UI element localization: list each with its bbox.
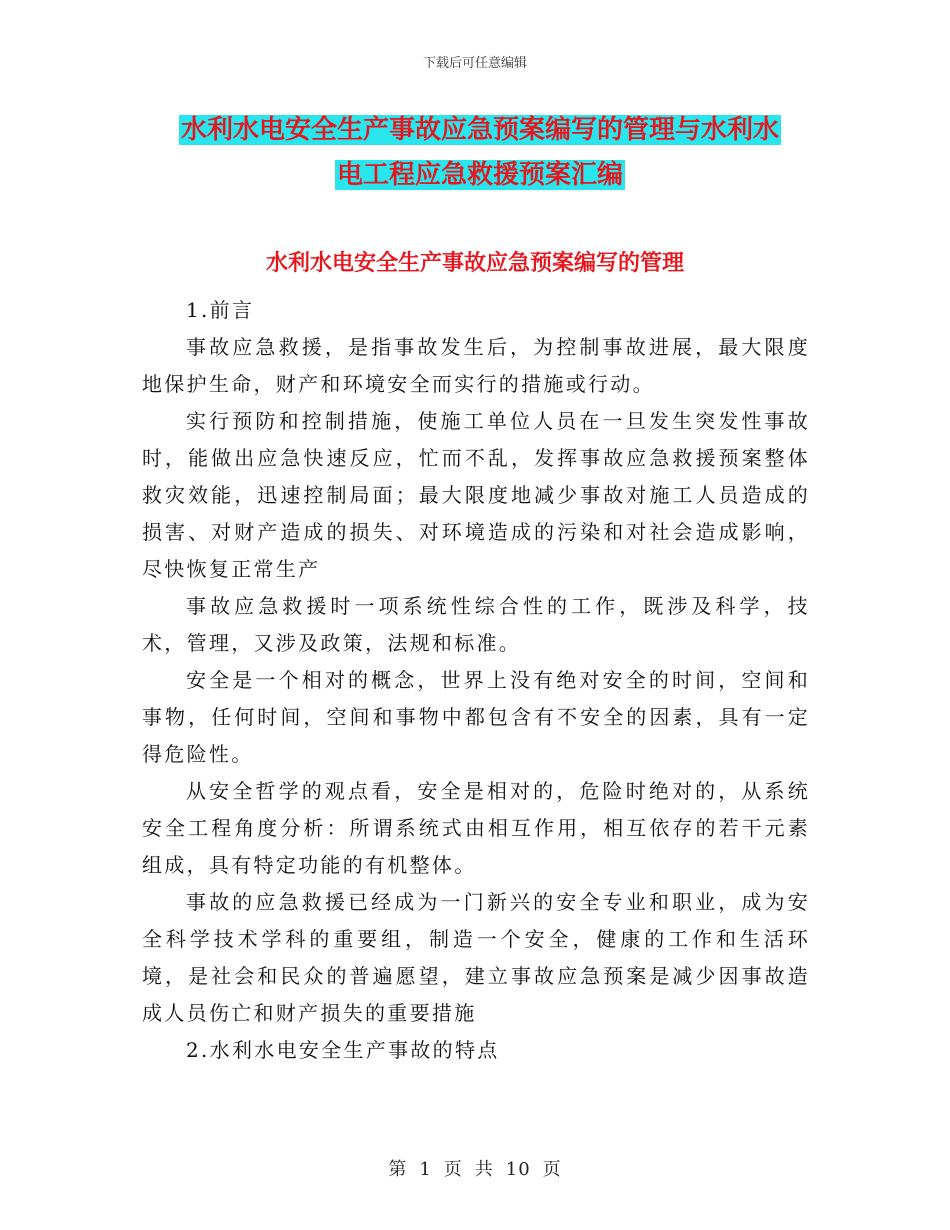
document-title-line-2: 电工程应急救援预案汇编 [336, 160, 623, 190]
paragraph: 事故应急救援，是指事故发生后，为控制事故进展，最大限度地保护生命，财产和环境安全而实行的措施或行动。 [142, 335, 810, 396]
paragraph: 实行预防和控制措施，使施工单位人员在一旦发生突发性事故时，能做出应急快速反应，忙而不乱，发挥事故应急救援预案整体救灾效能，迅速控制局面；最大限度地减少事故对施工人员造成的损害、对财产造成的损失、对环境造成的污染和对社会造成影响，尽快恢复正常生产 [142, 409, 810, 581]
document-title [150, 108, 810, 198]
section-title: 水利水电安全生产事故应急预案编写的管理 [265, 251, 684, 276]
document-body [142, 292, 810, 1069]
page-label-prefix: 第 [388, 1159, 408, 1180]
page-label-suffix: 页 [542, 1159, 562, 1180]
header-note: 下载后可任意编辑 [422, 56, 527, 71]
total-pages: 10 [505, 1159, 531, 1180]
page-number: 1 [419, 1159, 432, 1180]
paragraph: 1.前言 [186, 298, 255, 322]
document-title-line-1: 水利水电安全生产事故应急预案编写的管理与水利水 [180, 115, 779, 145]
total-label: 共 [474, 1159, 494, 1180]
paragraph: 从安全哲学的观点看，安全是相对的，危险时绝对的，从系统安全工程角度分析：所谓系统式由相互作用，相互依存的若干元素组成，具有特定功能的有机整体。 [142, 779, 810, 877]
page-label-mid: 页 [443, 1159, 463, 1180]
page-footer [0, 1155, 950, 1181]
paragraph: 事故的应急救援已经成为一门新兴的安全专业和职业，成为安全科学技术学科的重要组，制造一个安全，健康的工作和生活环境，是社会和民众的普遍愿望，建立事故应急预案是减少因事故造成人员伤亡和财产损失的重要措施 [142, 890, 810, 1025]
paragraph: 事故应急救援时一项系统性综合性的工作，既涉及科学，技术，管理，又涉及政策，法规和标准。 [142, 594, 810, 655]
paragraph: 安全是一个相对的概念，世界上没有绝对安全的时间，空间和事物，任何时间，空间和事物中都包含有不安全的因素，具有一定得危险性。 [142, 668, 810, 766]
paragraph: 2.水利水电安全生产事故的特点 [186, 1038, 500, 1062]
